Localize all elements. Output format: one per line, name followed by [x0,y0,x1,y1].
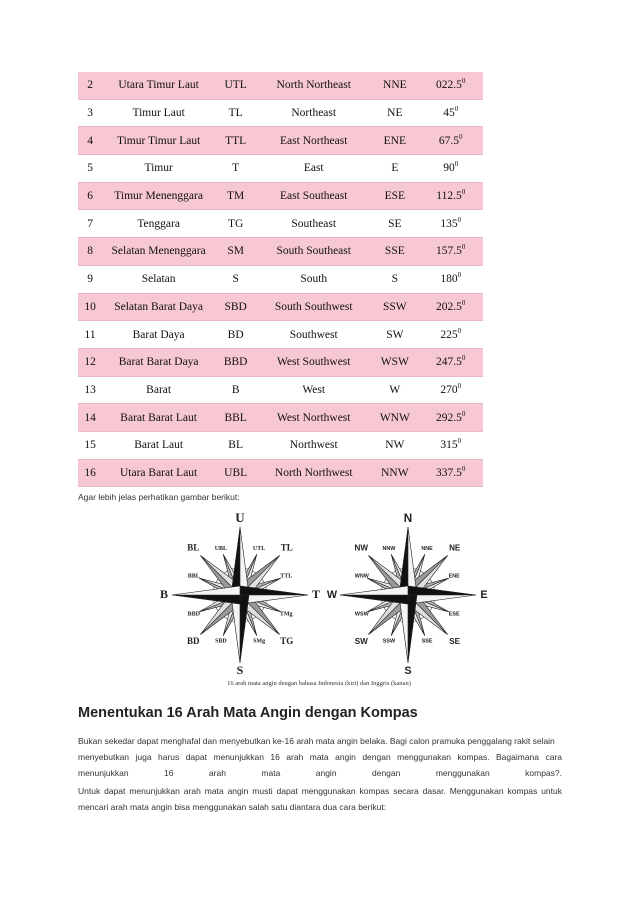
compass-rose-indonesian [160,510,320,677]
label-southeast: TG [280,635,294,646]
table-cell-en_abbr: ESE [371,182,418,210]
label-south: S [236,662,244,677]
degree-mark: 0 [457,382,462,391]
label-minor-point: ESE [448,611,460,618]
label-northeast: NE [449,543,461,553]
table-cell-abbr: UBL [215,459,256,487]
table-cell-en: North Northeast [256,72,371,99]
label-minor-point: UTL [252,546,266,553]
table-cell-abbr: BBD [215,348,256,376]
table-cell-deg: 157.5$^0$ [418,238,483,266]
table-cell-id: Tenggara [102,210,215,238]
label-minor-point: WSW [354,611,369,618]
table-cell-no: 5 [78,155,102,183]
label-minor-point: NNE [421,546,433,553]
table-cell-en: West Southwest [256,348,371,376]
table-cell-en: South [256,265,371,293]
table-row [78,210,483,238]
label-south: S [404,664,412,677]
label-northwest: NW [354,543,369,553]
cardinal-point-right-half [240,595,308,604]
cardinal-point-left-half [240,595,249,663]
paragraph-2-line-2: mencari arah mata angin bisa menggunakan salah satu diantara dua cara berikut: [78,802,387,812]
table-cell-id: Selatan [102,265,215,293]
table-cell-en_abbr: S [371,265,418,293]
label-northeast: TL [280,542,293,553]
paragraph-2-line-1: Untuk dapat menunjukkan arah mata angin musti dapat menggunakan kompas secara dasar. Menggunakan kompas untuk [78,786,562,796]
table-cell-no: 11 [78,321,102,349]
figure-caption: 16 arah mata angin dengan bahasa Indonesia (kiri) dan Inggris (kanan) [227,680,411,687]
table-cell-en: South Southeast [256,238,371,266]
label-minor-point: BBL [187,573,200,580]
table-cell-id: Selatan Menenggara [102,238,215,266]
degree-mark: 0 [457,215,462,224]
label-east: T [311,586,321,601]
label-west: W [326,588,338,601]
table-cell-no: 4 [78,127,102,155]
label-minor-point: SSW [382,638,396,645]
table-cell-no: 10 [78,293,102,321]
table-cell-no: 6 [78,182,102,210]
table-cell-deg: $45^0$ [418,99,483,127]
label-minor-point: TMg [279,611,293,618]
table-cell-en_abbr: SE [371,210,418,238]
table-cell-en: Southeast [256,210,371,238]
table-cell-no: 3 [78,99,102,127]
paragraph-1 [78,733,562,781]
degree-mark: 0 [461,409,466,418]
cardinal-point-left-half [231,527,240,595]
table-cell-deg: 202.5$^0$ [418,293,483,321]
label-minor-point: NNW [382,546,396,553]
table-cell-abbr: TL [215,99,256,127]
table-cell-id: Utara Barat Laut [102,459,215,487]
label-minor-point: SSE [421,638,433,645]
table-cell-en_abbr: NNW [371,459,418,487]
table-cell-abbr: S [215,265,256,293]
cardinal-point-right-half [408,527,417,595]
table-cell-en_abbr: E [371,155,418,183]
table-cell-en: West [256,376,371,404]
label-minor-point: ENE [448,573,460,580]
table-cell-deg: 337.5$^0$ [418,459,483,487]
table-cell-abbr: SBD [215,293,256,321]
table-cell-deg: $225^0$ [418,321,483,349]
cardinal-point-left-half [408,595,417,663]
label-northwest: BL [187,542,200,553]
table-cell-en_abbr: WSW [371,348,418,376]
cardinal-point-left-half [240,586,308,595]
table-row [78,321,483,349]
table-cell-id: Timur Timur Laut [102,127,215,155]
degree-mark: 0 [461,465,466,474]
cardinal-point-left-half [399,527,408,595]
table-cell-en: West Northwest [256,404,371,432]
table-cell-deg: 292.5$^0$ [418,404,483,432]
table-cell-abbr: BL [215,431,256,459]
label-east: E [480,588,488,601]
table-cell-deg: $90^0$ [418,155,483,183]
table-cell-no: 13 [78,376,102,404]
table-row [78,431,483,459]
degree-mark: 0 [459,132,463,141]
table-cell-abbr: TM [215,182,256,210]
table-cell-id: Barat Daya [102,321,215,349]
table-cell-no: 7 [78,210,102,238]
table-cell-abbr: TG [215,210,256,238]
cardinal-point-right-half [340,586,408,595]
label-southwest: BD [187,635,200,646]
table-cell-en: East [256,155,371,183]
table-cell-en_abbr: SSW [371,293,418,321]
table-cell-id: Barat Laut [102,431,215,459]
label-minor-point: WNW [354,573,369,580]
table-cell-no: 9 [78,265,102,293]
table-row [78,72,483,99]
degree-mark: 0 [454,160,459,169]
table-cell-en_abbr: WNW [371,404,418,432]
label-minor-point: TTL [280,573,293,580]
table-cell-en_abbr: W [371,376,418,404]
cardinal-point-left-half [408,586,476,595]
compass-rose-figure [159,509,492,677]
table-row [78,459,483,487]
label-north: N [403,512,413,526]
table-cell-deg: 112.5$^0$ [418,182,483,210]
table-row [78,404,483,432]
wind-direction-table [78,72,483,487]
table-cell-deg: 67.5$^0$ [418,127,483,155]
table-cell-en: North Northwest [256,459,371,487]
table-cell-en: Northwest [256,431,371,459]
cardinal-point-left-half [172,595,240,604]
cardinal-point-right-half [408,595,476,604]
cardinal-point-right-half [172,586,240,595]
label-southeast: SE [449,636,461,646]
table-cell-en_abbr: NE [371,99,418,127]
table-cell-abbr: UTL [215,72,256,99]
table-cell-en_abbr: SW [371,321,418,349]
table-cell-id: Barat Barat Daya [102,348,215,376]
cardinal-point-right-half [399,595,408,663]
label-minor-point: UBL [214,546,228,553]
paragraph-2 [78,783,562,815]
degree-mark: 0 [461,354,466,363]
table-cell-abbr: B [215,376,256,404]
cardinal-point-right-half [240,527,249,595]
section-heading: Menentukan 16 Arah Mata Angin dengan Kompas [78,705,418,721]
table-row [78,376,483,404]
table-cell-abbr: TTL [215,127,256,155]
table-row [78,127,483,155]
degree-mark: 0 [461,299,466,308]
table-cell-id: Timur [102,155,215,183]
table-cell-abbr: T [215,155,256,183]
table-row [78,238,483,266]
label-minor-point: SMg [253,638,266,645]
cardinal-point-right-half [231,595,240,663]
table-cell-en_abbr: SSE [371,238,418,266]
table-row [78,182,483,210]
table-cell-en: South Southwest [256,293,371,321]
degree-mark: 0 [457,271,462,280]
table-cell-en: Northeast [256,99,371,127]
paragraph-1-line-2: menyebutkan juga harus dapat menunjukkan 16 arah mata angin dengan menggunakan kompas. Bagaimana cara [78,752,562,762]
degree-mark: 0 [461,243,466,252]
wind-direction-table-body [78,72,483,487]
table-cell-no: 8 [78,238,102,266]
table-cell-no: 12 [78,348,102,376]
table-row [78,99,483,127]
label-southwest: SW [354,636,368,646]
table-cell-no: 14 [78,404,102,432]
table-cell-deg: 022.5$^0$ [418,72,483,99]
table-cell-en: East Southeast [256,182,371,210]
compass-rose-english [327,512,488,677]
figure-intro-text: Agar lebih jelas perhatikan gambar berikut: [78,492,240,502]
table-cell-en_abbr: NNE [371,72,418,99]
table-cell-no: 16 [78,459,102,487]
label-minor-point: SBD [215,638,227,645]
table-row [78,348,483,376]
table-row [78,293,483,321]
table-cell-id: Barat Barat Laut [102,404,215,432]
degree-mark: 0 [457,437,462,446]
table-cell-deg: $270^0$ [418,376,483,404]
degree-mark: 0 [461,77,466,86]
paragraph-1-line-1: Bukan sekedar dapat menghafal dan menyebutkan ke-16 arah mata angin belaka. Bagi calon pramuka penggalang rakit selain [78,736,555,746]
table-cell-no: 15 [78,431,102,459]
table-cell-deg: $315^0$ [418,431,483,459]
paragraph-1-line-3: menunjukkan 16 arah mata angin dengan menggunakan kompas?. [78,768,562,778]
label-west: B [159,586,169,601]
table-row [78,265,483,293]
degree-mark: 0 [461,188,466,197]
table-cell-id: Selatan Barat Daya [102,293,215,321]
table-cell-en: Southwest [256,321,371,349]
label-minor-point: BBD [187,611,200,618]
table-cell-abbr: SM [215,238,256,266]
table-cell-no: 2 [78,72,102,99]
degree-mark: 0 [457,326,462,335]
table-cell-deg: $135^0$ [418,210,483,238]
table-cell-deg: 247.5$^0$ [418,348,483,376]
table-cell-id: Timur Menenggara [102,182,215,210]
table-cell-abbr: BBL [215,404,256,432]
degree-mark: 0 [454,105,459,114]
table-cell-en_abbr: ENE [371,127,418,155]
label-north: U [235,509,245,525]
table-cell-en: East Northeast [256,127,371,155]
cardinal-point-left-half [340,595,408,604]
table-row [78,155,483,183]
table-cell-id: Timur Laut [102,99,215,127]
table-cell-id: Barat [102,376,215,404]
table-cell-deg: $180^0$ [418,265,483,293]
table-cell-abbr: BD [215,321,256,349]
table-cell-id: Utara Timur Laut [102,72,215,99]
table-cell-en_abbr: NW [371,431,418,459]
